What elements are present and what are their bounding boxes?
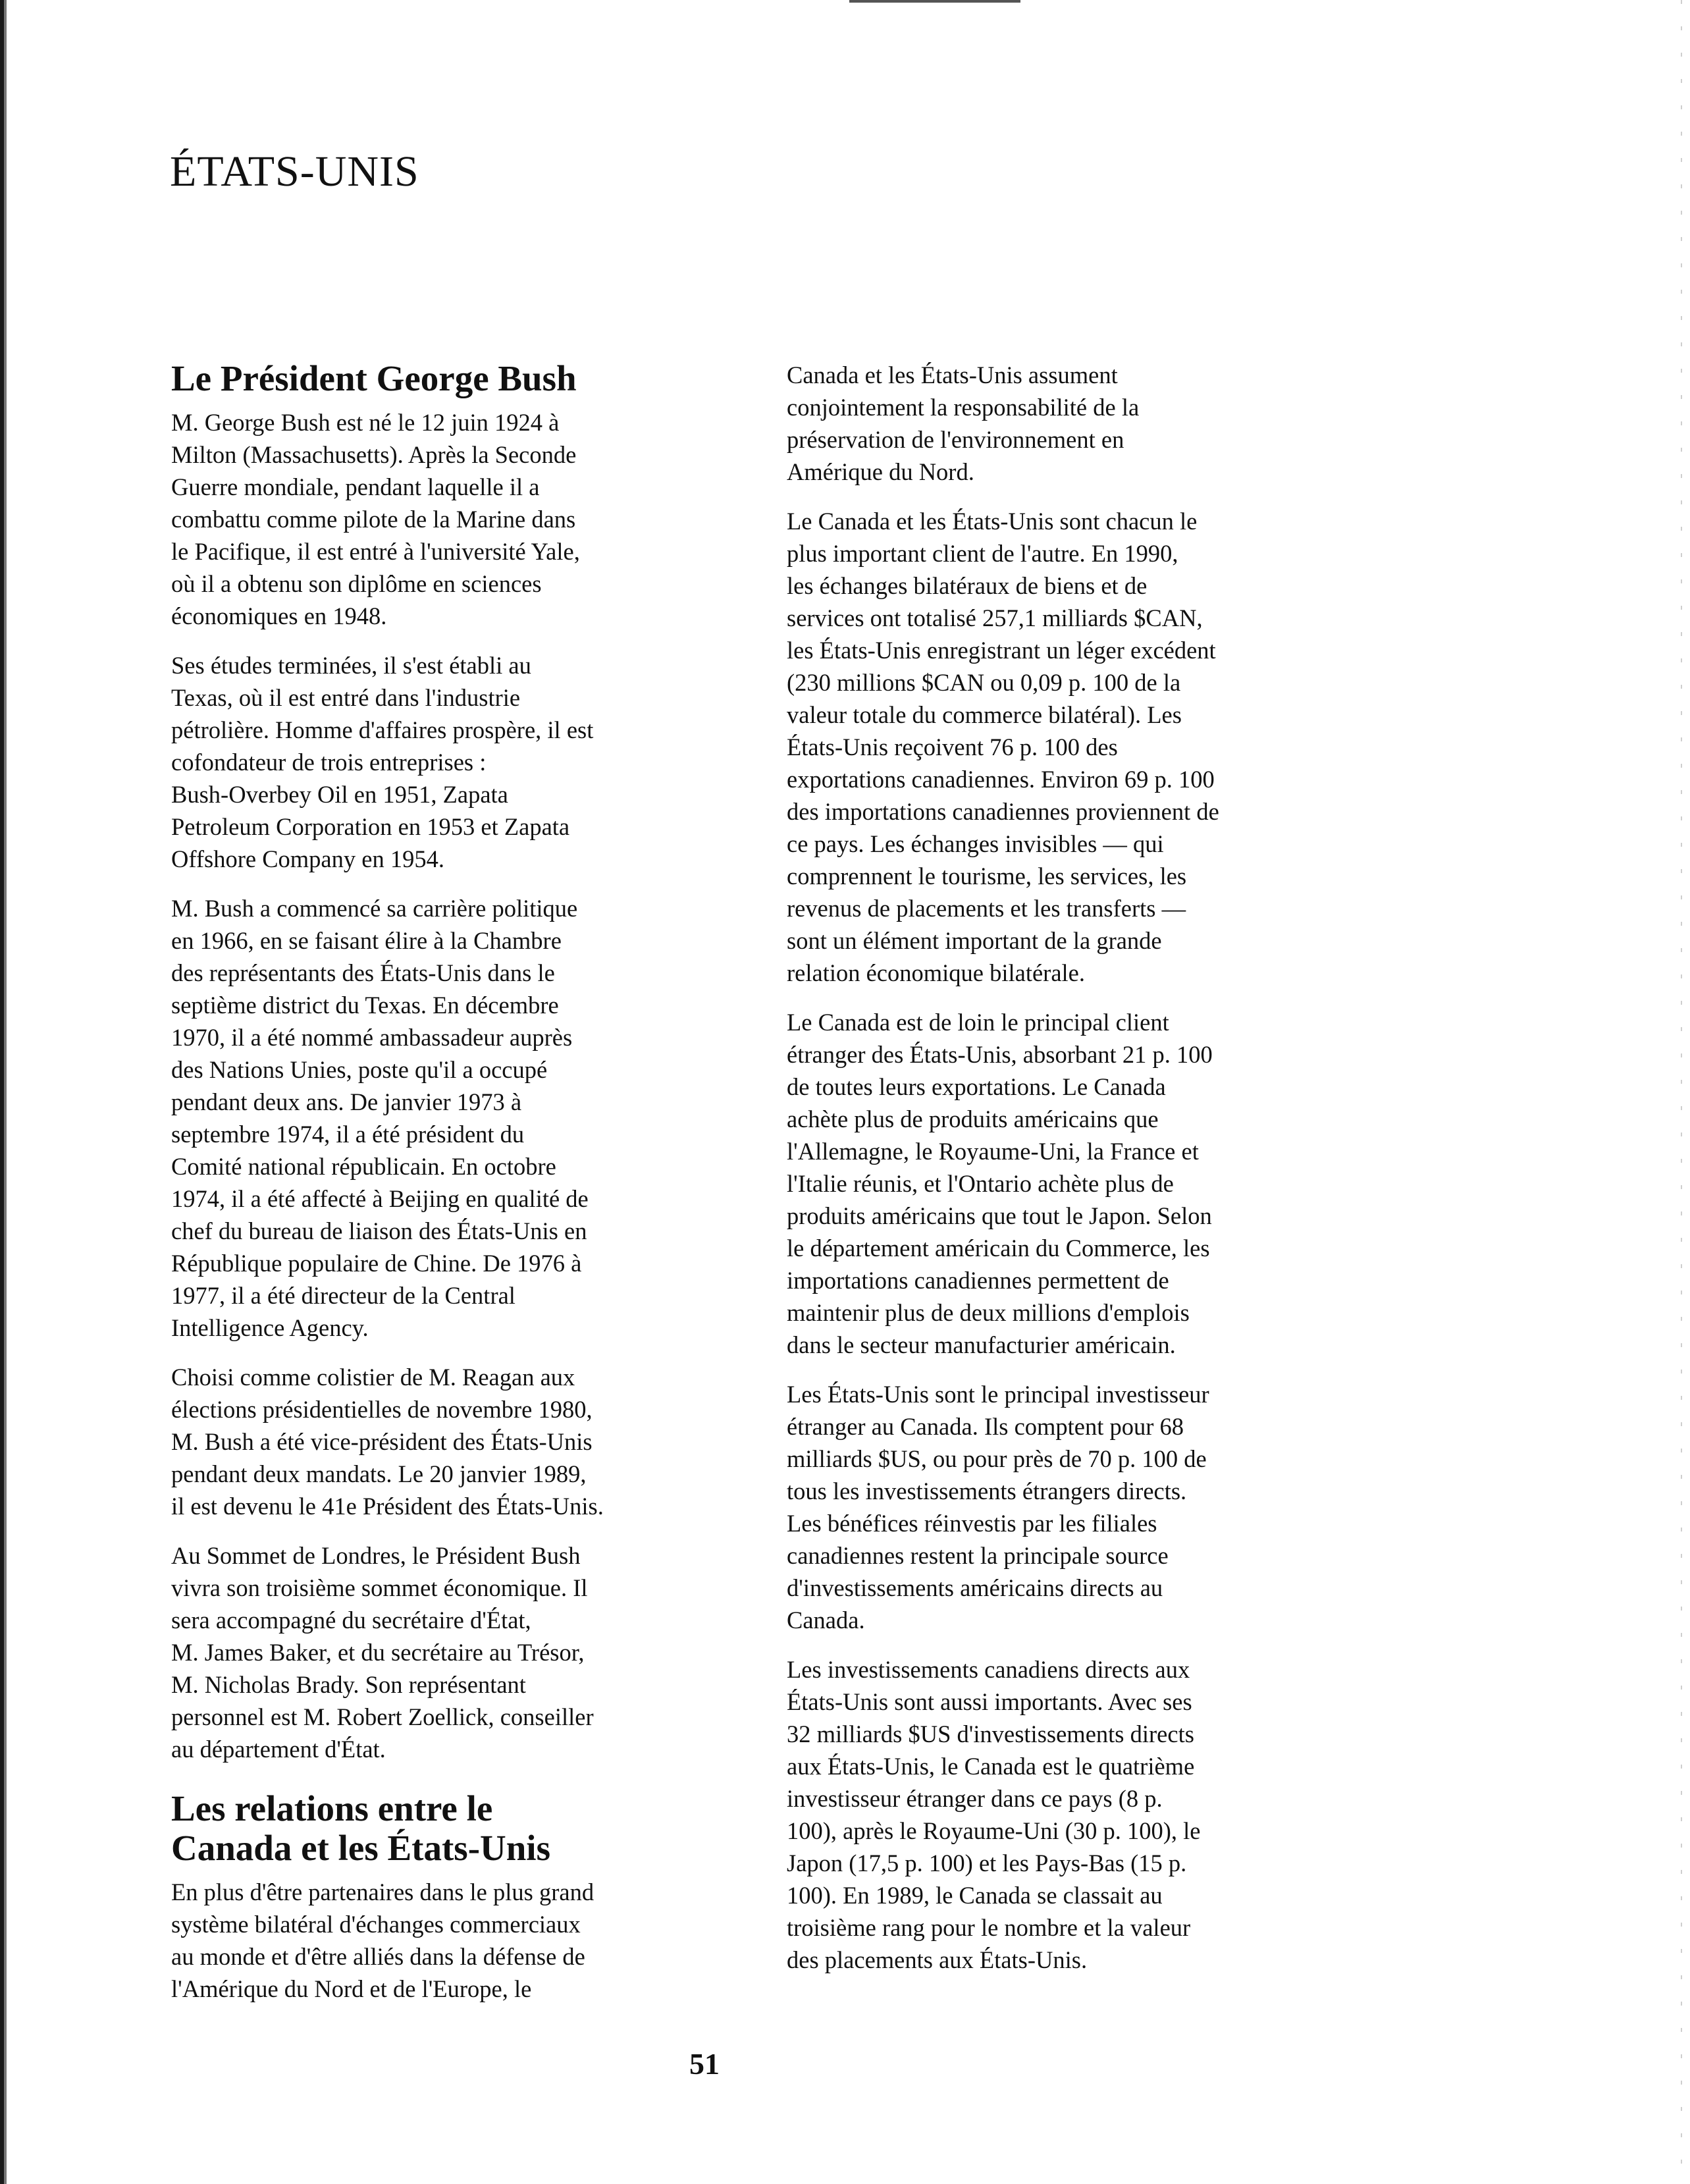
section-heading-relations: Les relations entre le Canada et les États-Unis	[171, 1788, 550, 1868]
page-number: 51	[689, 2047, 720, 2081]
paragraph-birth: M. George Bush est né le 12 juin 1924 à Milton (Massachusetts). Après la Seconde Guerre mondiale, pendant laquelle il a combattu comme pilote de la Marine dans le Pacifique, il est entré à l'université Yale, où il a obtenu son diplôme en sciences économiques en 1948.	[171, 409, 580, 629]
paragraph-relations-intro: En plus d'être partenaires dans le plus grand système bilatéral d'échanges commerciaux au monde et d'être alliés dans la défense de l'Amérique du Nord et de l'Europe, le	[171, 1878, 594, 2002]
page-title: ÉTATS-UNIS	[170, 147, 419, 196]
scan-top-line	[849, 0, 1020, 3]
right-column	[787, 359, 1320, 1993]
scan-left-edge-shadow	[4, 0, 7, 2184]
paragraph-summit: Au Sommet de Londres, le Président Bush vivra son troisième sommet économique. Il sera accompagné du secrétaire d'État, M. James Baker, et du secrétaire au Trésor, M. Nicholas Brady. Son représentant personnel est M. Robert Zoellick, conseiller au département d'État.	[171, 1542, 594, 1763]
section-heading-president: Le Président George Bush	[171, 358, 577, 398]
paragraph-canadian-investment: Les investissements canadiens directs aux États-Unis sont aussi importants. Avec ses 32 milliards $US d'investissements directs aux États-Unis, le Canada est le quatrième investisseur étranger dans ce pays (8 p. 100), après le Royaume-Uni (30 p. 100), le Japon (17,5 p. 100) et les Pays-Bas (15 p. 100). En 1989, le Canada se classait au troisième rang pour le nombre et la valeur des placements aux États-Unis.	[787, 1656, 1201, 1973]
scan-right-edge	[1681, 0, 1682, 2184]
paragraph-us-investment: Les États-Unis sont le principal investisseur étranger au Canada. Ils comptent pour 68 milliards $US, ou pour près de 70 p. 100 de tous les investissements étrangers directs. Les bénéfices réinvestis par les filiales canadiennes restent la principale source d'investissements américains directs au Canada.	[787, 1381, 1209, 1634]
paragraph-presidency: Choisi comme colistier de M. Reagan aux élections présidentielles de novembre 1980, M. Bush a été vice-président des États-Unis pendant deux mandats. Le 20 janvier 1989, il est devenu le 41e Président des États-Unis.	[171, 1364, 604, 1520]
paragraph-politics: M. Bush a commencé sa carrière politique en 1966, en se faisant élire à la Chambre des représentants des États-Unis dans le septième district du Texas. En décembre 1970, il a été nommé ambassadeur auprès des Nations Unies, poste qu'il a occupé pendant deux ans. De janvier 1973 à septembre 1974, il a été président du Comité national républicain. En octobre 1974, il a été affecté à Beijing en qualité de chef du bureau de liaison des États-Unis en République populaire de Chine. De 1976 à 1977, il a été directeur de la Central Intelligence Agency.	[171, 895, 589, 1341]
left-column	[171, 359, 698, 2022]
paragraph-exports: Le Canada est de loin le principal client étranger des États-Unis, absorbant 21 p. 100 de toutes leurs exportations. Le Canada achète plus de produits américains que l'Allemagne, le Royaume-Uni, la France et l'Italie réunis, et l'Ontario achète plus de produits américains que tout le Japon. Selon le département américain du Commerce, les importations canadiennes permettent de maintenir plus de deux millions d'emplois dans le secteur manufacturier américain.	[787, 1009, 1213, 1358]
paragraph-environment: Canada et les États-Unis assument conjointement la responsabilité de la préservation de l'environnement en Amérique du Nord.	[787, 361, 1140, 485]
paragraph-business: Ses études terminées, il s'est établi au Texas, où il est entré dans l'industrie pétrolière. Homme d'affaires prospère, il est cofondateur de trois entreprises : Bush-Overbey Oil en 1951, Zapata Petroleum Corporation en 1953 et Zapata Offshore Company en 1954.	[171, 652, 594, 872]
paragraph-trade: Le Canada et les États-Unis sont chacun le plus important client de l'autre. En 1990, les échanges bilatéraux de biens et de services ont totalisé 257,1 milliards $CAN, les États-Unis enregistrant un léger excédent (230 millions $CAN ou 0,09 p. 100 de la valeur totale du commerce bilatéral). Les États-Unis reçoivent 76 p. 100 des exportations canadiennes. Environ 69 p. 100 des importations canadiennes proviennent de ce pays. Les échanges invisibles — qui comprennent le tourisme, les services, les revenus de placements et les transferts — sont un élément important de la grande relation économique bilatérale.	[787, 508, 1219, 986]
